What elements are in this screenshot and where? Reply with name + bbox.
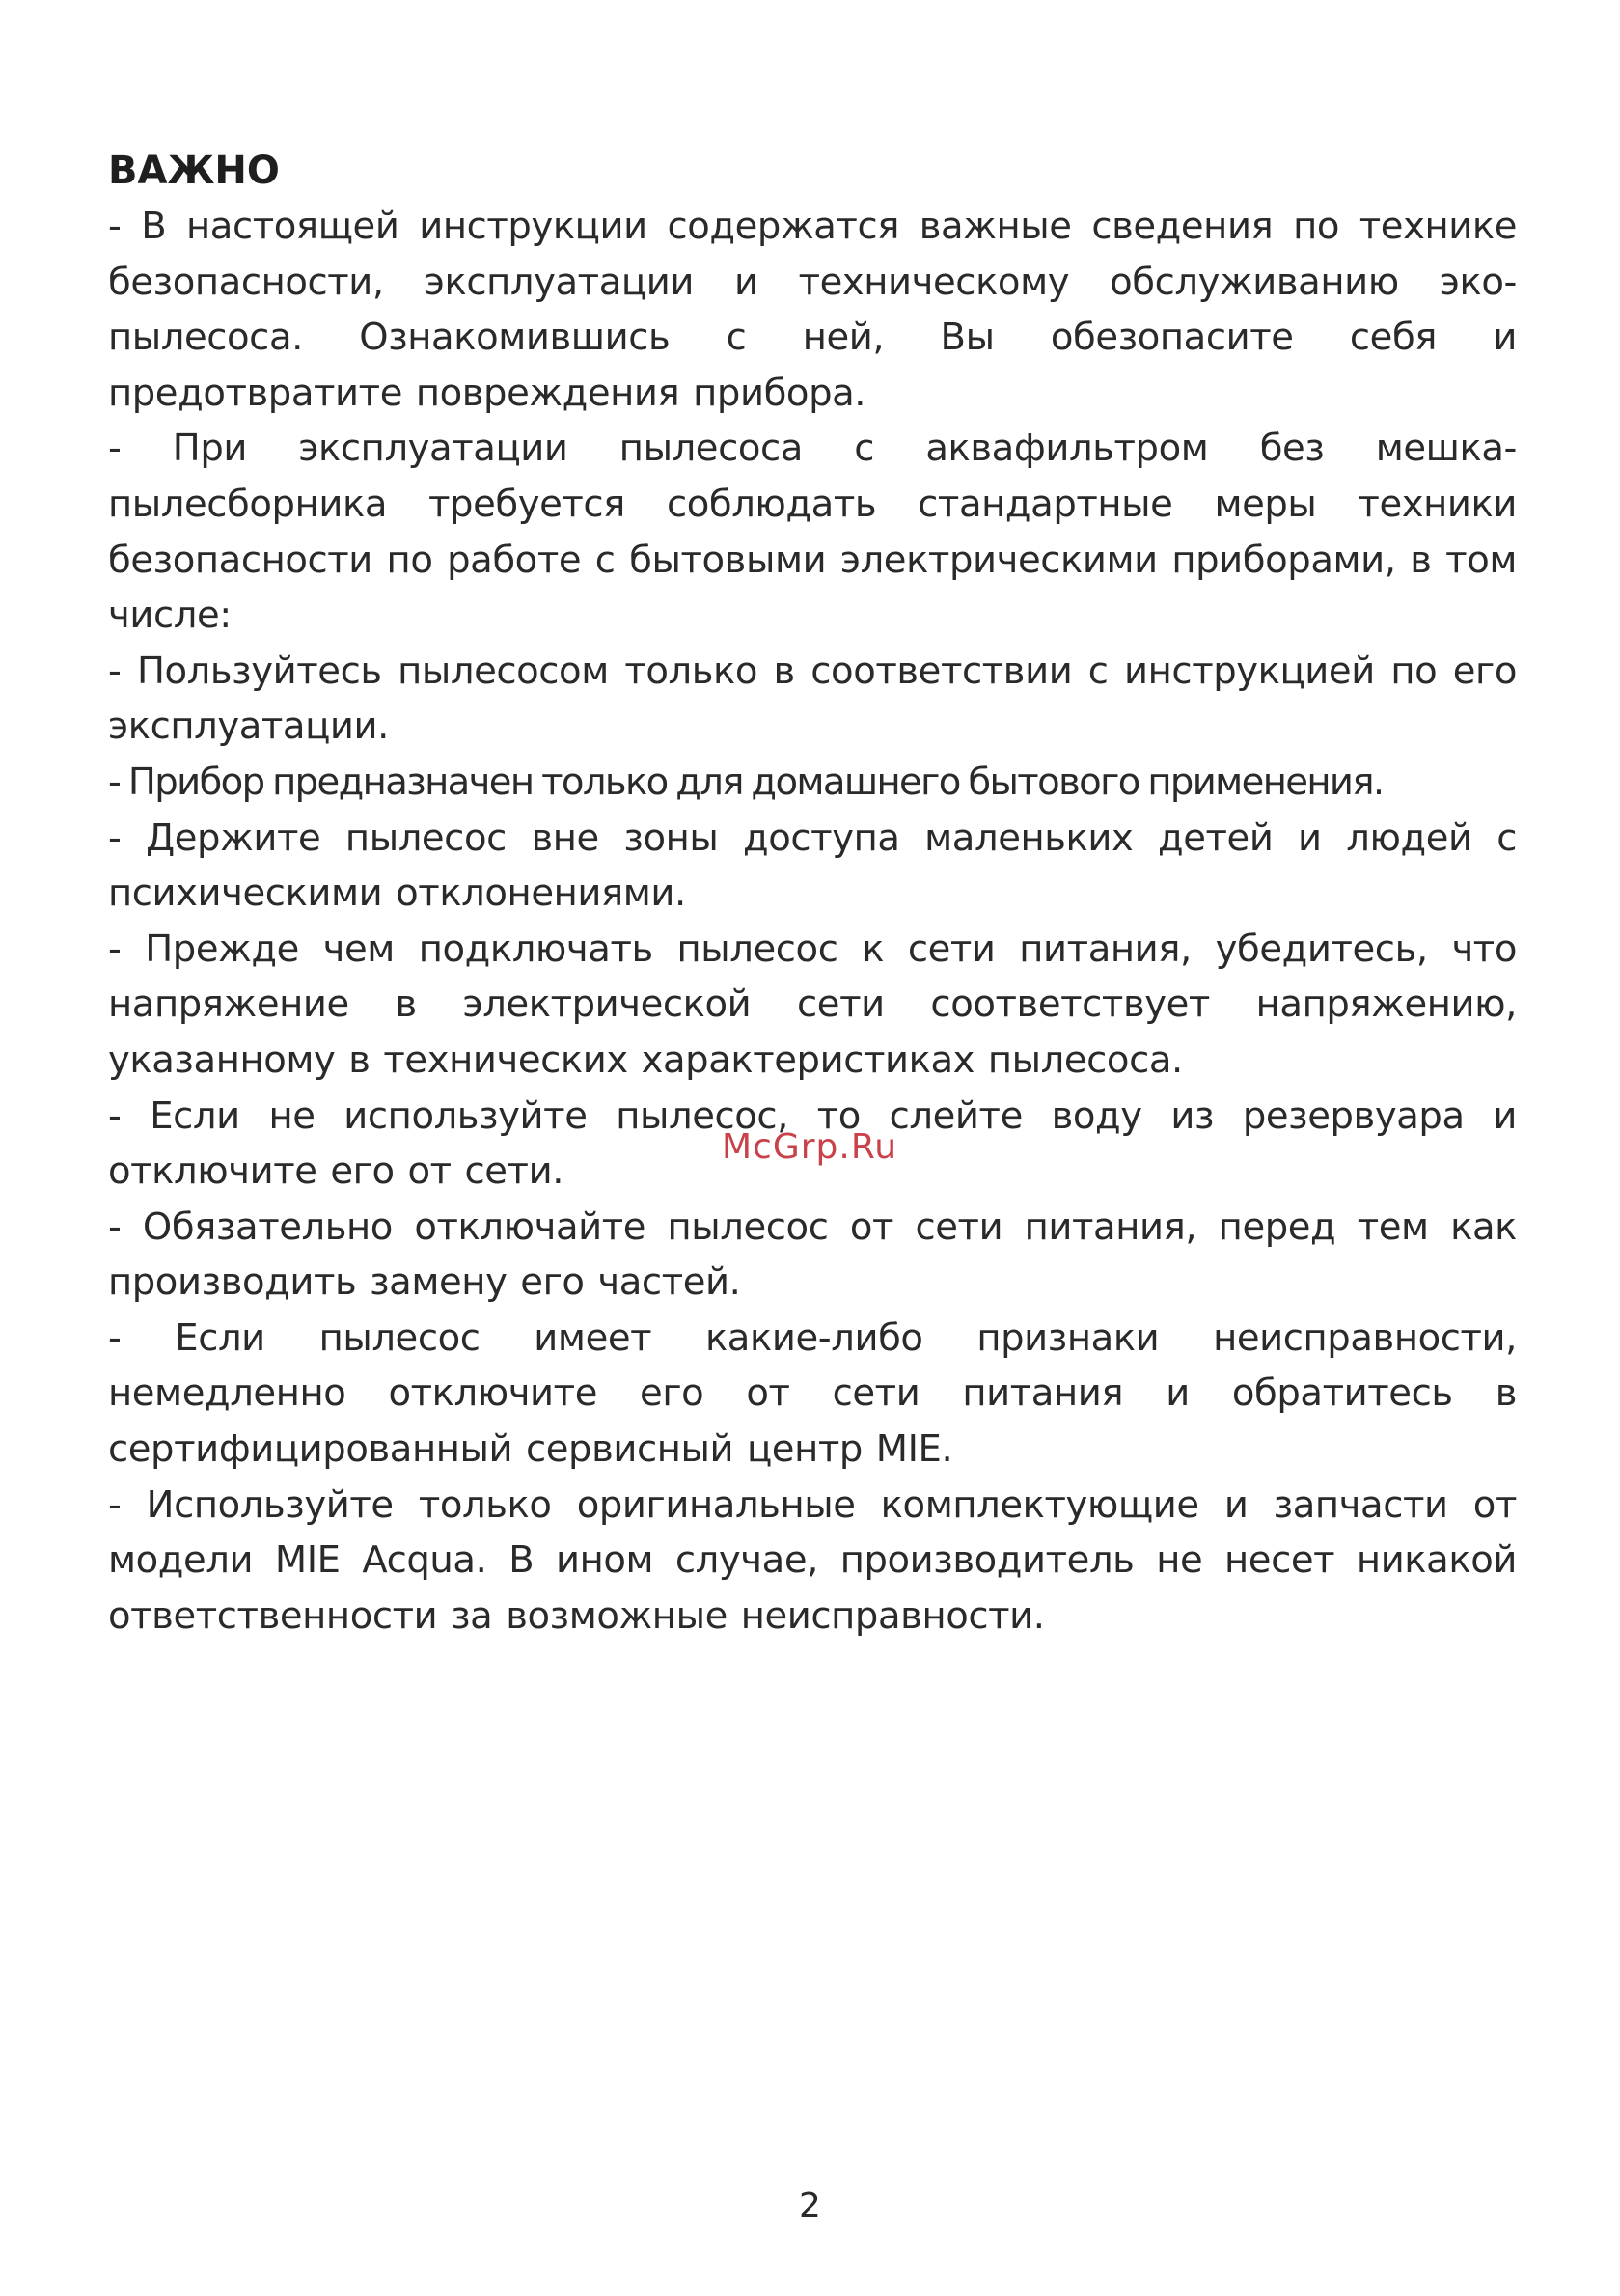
page-number: 2 — [799, 2186, 821, 2226]
watermark: McGrp.Ru — [722, 1127, 898, 1167]
list-item: - Используйте только оригинальные комплектующие и запчасти от модели MIE Acqua. В ином случае, производитель не несет никакой ответственности за возможные неисправности. — [108, 1482, 1517, 1638]
list-item: - Прибор предназначен только для домашнего бытового применения. — [108, 760, 1384, 804]
section-heading: ВАЖНО — [108, 149, 280, 193]
list-item: - Прежде чем подключать пылесос к сети питания, убедитесь, что напряжение в электрической сети соответствует напряжению, указанному в технических характеристиках пылесоса. — [108, 927, 1517, 1082]
list-item: - Если пылесос имеет какие-либо признаки неисправности, немедленно отключите его от сети питания и обратитесь в сертифицированный сервисный центр MIE. — [108, 1315, 1517, 1472]
list-item: - При эксплуатации пылесоса с аквафильтром без мешка-пылесборника требуется соблюдать стандартные меры техники безопасности по работе с бытовыми электрическими приборами, в том числе: — [108, 427, 1517, 638]
list-item: - Обязательно отключайте пылесос от сети питания, перед тем как производить замену его частей. — [108, 1204, 1517, 1305]
list-item: - В настоящей инструкции содержатся важные сведения по технике безопасности, эксплуатации и техническому обслуживанию эко-пылесоса. Ознакомившись с ней, Вы обезопасите себя и предотвратите повреждения прибора. — [108, 205, 1517, 415]
list-item: - Если не используйте пылесос, то слейте воду из резервуара и отключите его от сети. — [108, 1093, 1517, 1194]
list-item: - Держите пылесос вне зоны доступа маленьких детей и людей с психическими отклонениями. — [108, 816, 1517, 916]
page-content — [108, 143, 1517, 1644]
list-item: - Пользуйтесь пылесосом только в соответствии с инструкцией по его эксплуатации. — [108, 649, 1517, 749]
